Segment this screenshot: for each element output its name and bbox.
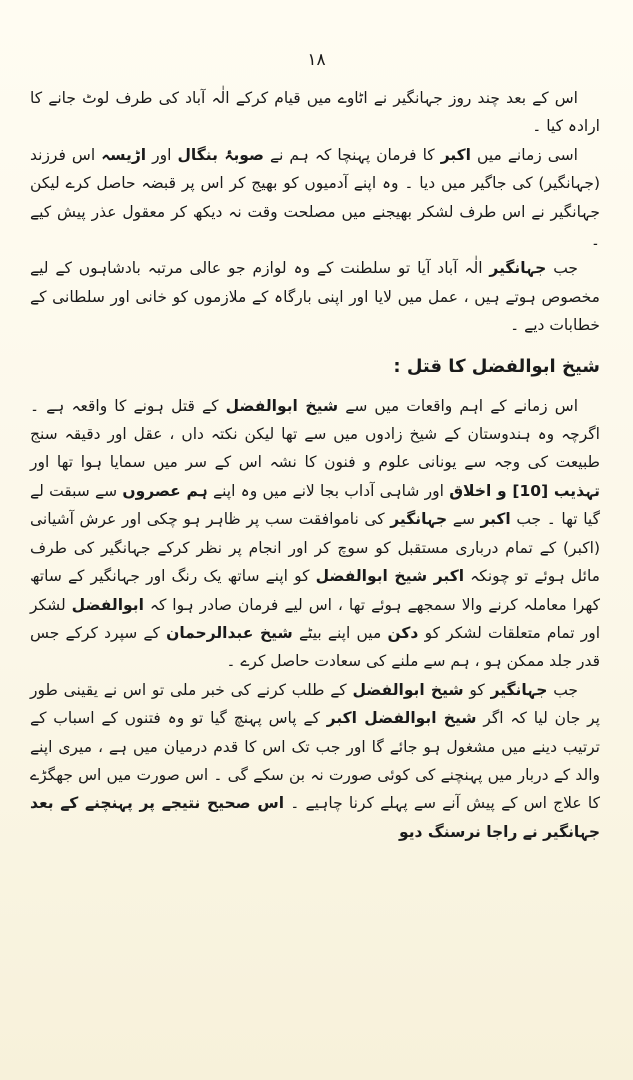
bold-text-run: جہانگیر bbox=[390, 510, 448, 529]
text-run: میں اپنے بیٹے bbox=[292, 623, 388, 642]
text-run: کی ناموافقت سب پر ظاہر ہو چکی اور عرش آشیانی (اکبر) کے تمام درباری مستقبل کو سوچ کر اور انجام پر نظر کرکے جہانگیر کی طرف مائل ہوئے تو چونکہ bbox=[30, 510, 600, 586]
text-run: جب bbox=[547, 680, 579, 699]
bold-text-run: دکن bbox=[387, 623, 419, 642]
text-run: کے طلب کرنے کی خبر ملی تو اس نے یقینی طور پر جان لیا کہ اگر bbox=[30, 680, 601, 728]
page-body bbox=[30, 84, 600, 846]
text-run: کے قتل ہونے کا واقعہ ہے ۔ اگرچہ وہ ہندوستان کے شیخ زادوں میں سے تھا لیکن نکتہ داں ، عقل اور دقیقہ سنج طبیعت کی وجہ سے یونانی علوم و فنون کا نشہ اس کے سر میں سمایا ہوا تھا اور bbox=[30, 396, 600, 472]
bold-text-run: اکبر bbox=[480, 510, 511, 529]
bold-text-run: ابوالفضل bbox=[71, 595, 144, 614]
text-run: اور bbox=[146, 145, 178, 164]
text-run: سے bbox=[447, 510, 481, 529]
bold-text-run: شیخ عبدالرحمان bbox=[166, 623, 293, 642]
text-run: اسی زمانے میں bbox=[471, 145, 578, 164]
text-run: اور شاہی آداب بجا لانے میں وہ اپنے bbox=[207, 481, 450, 500]
paragraph-2 bbox=[30, 141, 600, 255]
paragraph-1 bbox=[30, 84, 600, 141]
paragraph-3 bbox=[30, 254, 600, 339]
paragraph-4 bbox=[30, 392, 600, 676]
bold-text-run: شیخ ابوالفضل bbox=[225, 396, 339, 415]
bold-text-run: اڑیسہ bbox=[101, 145, 147, 164]
bold-text-run: جہانگیر bbox=[489, 259, 547, 278]
text-run: کے پاس پہنچ گیا تو وہ فتنوں کے اسباب کے ترتیب دینے میں مشغول ہو جائے گا اور جب تک اس کا قدم درمیان میں ہے ، میری اپنے والد کے دربار میں پہنچنے کی کوئی صورت نہ بن سکے گی ۔ اس صورت میں اس جھگڑے کا علاج اس کے پیش آنے سے پہلے کرنا چاہیے ۔ bbox=[30, 709, 600, 813]
text-run: کو اپنے ساتھ یک رنگ اور جہانگیر کے ساتھ کھرا معاملہ کرنے والا سمجھے ہوئے تھا ، اس لیے فرمان صادر ہوا کہ bbox=[30, 567, 600, 614]
page-number: ۱۸ bbox=[307, 50, 326, 70]
text-run: اس فرزند (جہانگیر) کی جاگیر میں دیا ۔ وہ اپنے آدمیوں کو بھیج کر اس پر قبضہ حاصل کرے لیکن جہانگیر نے اس طرف لشکر بھیجنے میں مصلحت وقت نہ دیکھ کر معقول عذر پیش کیے ۔ bbox=[30, 145, 600, 250]
bold-text-run: اکبر bbox=[440, 145, 471, 164]
section-heading: شیخ ابوالفضل کا قتل : bbox=[393, 355, 600, 377]
text-run: اس زمانے کے اہم واقعات میں سے bbox=[338, 396, 578, 415]
bold-text-run: تہذیب [10] و اخلاق bbox=[449, 481, 600, 500]
text-run: الٰہ آباد آیا تو سلطنت کے وہ لوازم جو عالی مرتبہ بادشاہوں کے لیے مخصوص ہوتے ہیں ، عمل میں لایا اور اپنی بارگاہ کے ملازموں کو خانی اور سلطانی کے خطابات دیے ۔ bbox=[30, 259, 600, 335]
text-run: سے سبقت لے گیا تھا ۔ جب bbox=[30, 481, 600, 529]
text-run: لشکر اور تمام متعلقات لشکر کو bbox=[30, 595, 600, 642]
text-run: کا فرمان پہنچا کہ ہم نے bbox=[263, 145, 441, 164]
text-run: جب bbox=[546, 259, 578, 278]
bold-text-run: شیخ ابوالفضل اکبر bbox=[326, 709, 477, 728]
bold-text-run: صوبۂ بنگال bbox=[177, 145, 264, 164]
bold-text-run: جہانگیر bbox=[490, 680, 548, 699]
bold-text-run: ہم عصروں bbox=[122, 481, 208, 500]
text-run: اس کے بعد چند روز جہانگیر نے اٹاوے میں قیام کرکے الٰہ آباد کی طرف لوٹ جانے کا ارادہ کیا ۔ bbox=[30, 89, 600, 136]
paragraph-5 bbox=[30, 676, 600, 846]
bold-text-run: اس صحیح نتیجے پر پہنچنے کے بعد جہانگیر نے راجا نرسنگ دیو bbox=[30, 794, 600, 841]
bold-text-run: اکبر شیخ ابوالفضل bbox=[315, 567, 465, 586]
text-run: کو bbox=[463, 680, 491, 699]
bold-text-run: شیخ ابوالفضل bbox=[352, 680, 464, 699]
text-run: کے سپرد کرکے جس قدر جلد ممکن ہو ، ہم سے ملنے کی سعادت حاصل کرے ۔ bbox=[30, 623, 600, 671]
